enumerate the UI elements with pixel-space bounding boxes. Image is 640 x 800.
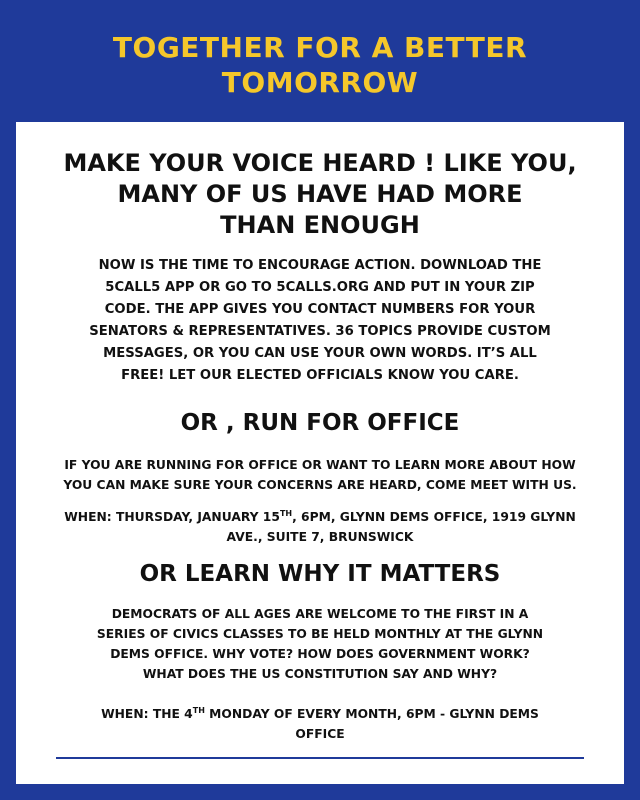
- learn-body-line: WHAT DOES THE US CONSTITUTION SAY AND WHY?: [142, 667, 498, 681]
- learn-when-line-2: OFFICE: [295, 727, 345, 741]
- voice-body: [16, 255, 624, 387]
- run-when-line-1: [24, 507, 616, 527]
- learn-when-superscript: TH: [192, 706, 205, 715]
- learn-body-line: DEMS OFFICE. WHY VOTE? HOW DOES GOVERNMENT WORK?: [110, 647, 530, 661]
- run-when-superscript: TH: [279, 509, 293, 518]
- learn-heading: OR LEARN WHY IT MATTERS: [139, 561, 501, 587]
- voice-body-line: SENATORS & REPRESENTATIVES. 36 TOPICS PROVIDE CUSTOM: [89, 324, 551, 339]
- learn-body-line: SERIES OF CIVICS CLASSES TO BE HELD MONTHLY AT THE GLYNN: [96, 627, 544, 641]
- learn-when: [16, 704, 624, 744]
- learn-when-suffix: MONDAY OF EVERY MONTH, 6PM - GLYNN DEMS: [204, 707, 539, 721]
- run-for-office-when: [24, 507, 616, 547]
- voice-body-line: CODE. THE APP GIVES YOU CONTACT NUMBERS FOR YOUR: [104, 302, 536, 317]
- run-for-office-body: [24, 455, 616, 495]
- voice-heading-line-3: THAN ENOUGH: [220, 211, 420, 239]
- banner-title: [0, 30, 640, 100]
- content-card: [16, 122, 624, 784]
- voice-heading: [16, 148, 624, 241]
- voice-body-line: NOW IS THE TIME TO ENCOURAGE ACTION. DOWNLOAD THE: [98, 258, 542, 273]
- voice-heading-line-1: MAKE YOUR VOICE HEARD ! LIKE YOU,: [63, 149, 577, 177]
- banner-title-line-1: TOGETHER FOR A BETTER: [112, 31, 528, 64]
- run-body-line-2: YOU CAN MAKE SURE YOUR CONCERNS ARE HEARD, COME MEET WITH US.: [63, 478, 577, 492]
- voice-body-line: 5CALL5 APP OR GO TO 5CALLS.ORG AND PUT IN YOUR ZIP: [105, 280, 535, 295]
- learn-body: [16, 604, 624, 684]
- run-when-line-2: AVE., SUITE 7, BRUNSWICK: [226, 530, 414, 544]
- bottom-divider: [56, 757, 584, 759]
- learn-when-line-1: [16, 704, 624, 724]
- run-for-office-heading: OR , RUN FOR OFFICE: [180, 410, 460, 436]
- run-when-suffix: , 6PM, GLYNN DEMS OFFICE, 1919 GLYNN: [292, 510, 576, 524]
- voice-heading-line-2: MANY OF US HAVE HAD MORE: [117, 180, 523, 208]
- run-body-line-1: IF YOU ARE RUNNING FOR OFFICE OR WANT TO LEARN MORE ABOUT HOW: [64, 458, 576, 472]
- run-when-prefix: WHEN: THURSDAY, JANUARY 15: [64, 510, 280, 524]
- learn-body-line: DEMOCRATS OF ALL AGES ARE WELCOME TO THE FIRST IN A: [111, 607, 529, 621]
- learn-when-prefix: WHEN: THE 4: [101, 707, 193, 721]
- banner-title-line-2: TOMORROW: [221, 66, 419, 99]
- voice-body-line: MESSAGES, OR YOU CAN USE YOUR OWN WORDS. IT’S ALL: [103, 346, 537, 361]
- voice-body-line: FREE! LET OUR ELECTED OFFICIALS KNOW YOU CARE.: [121, 368, 519, 383]
